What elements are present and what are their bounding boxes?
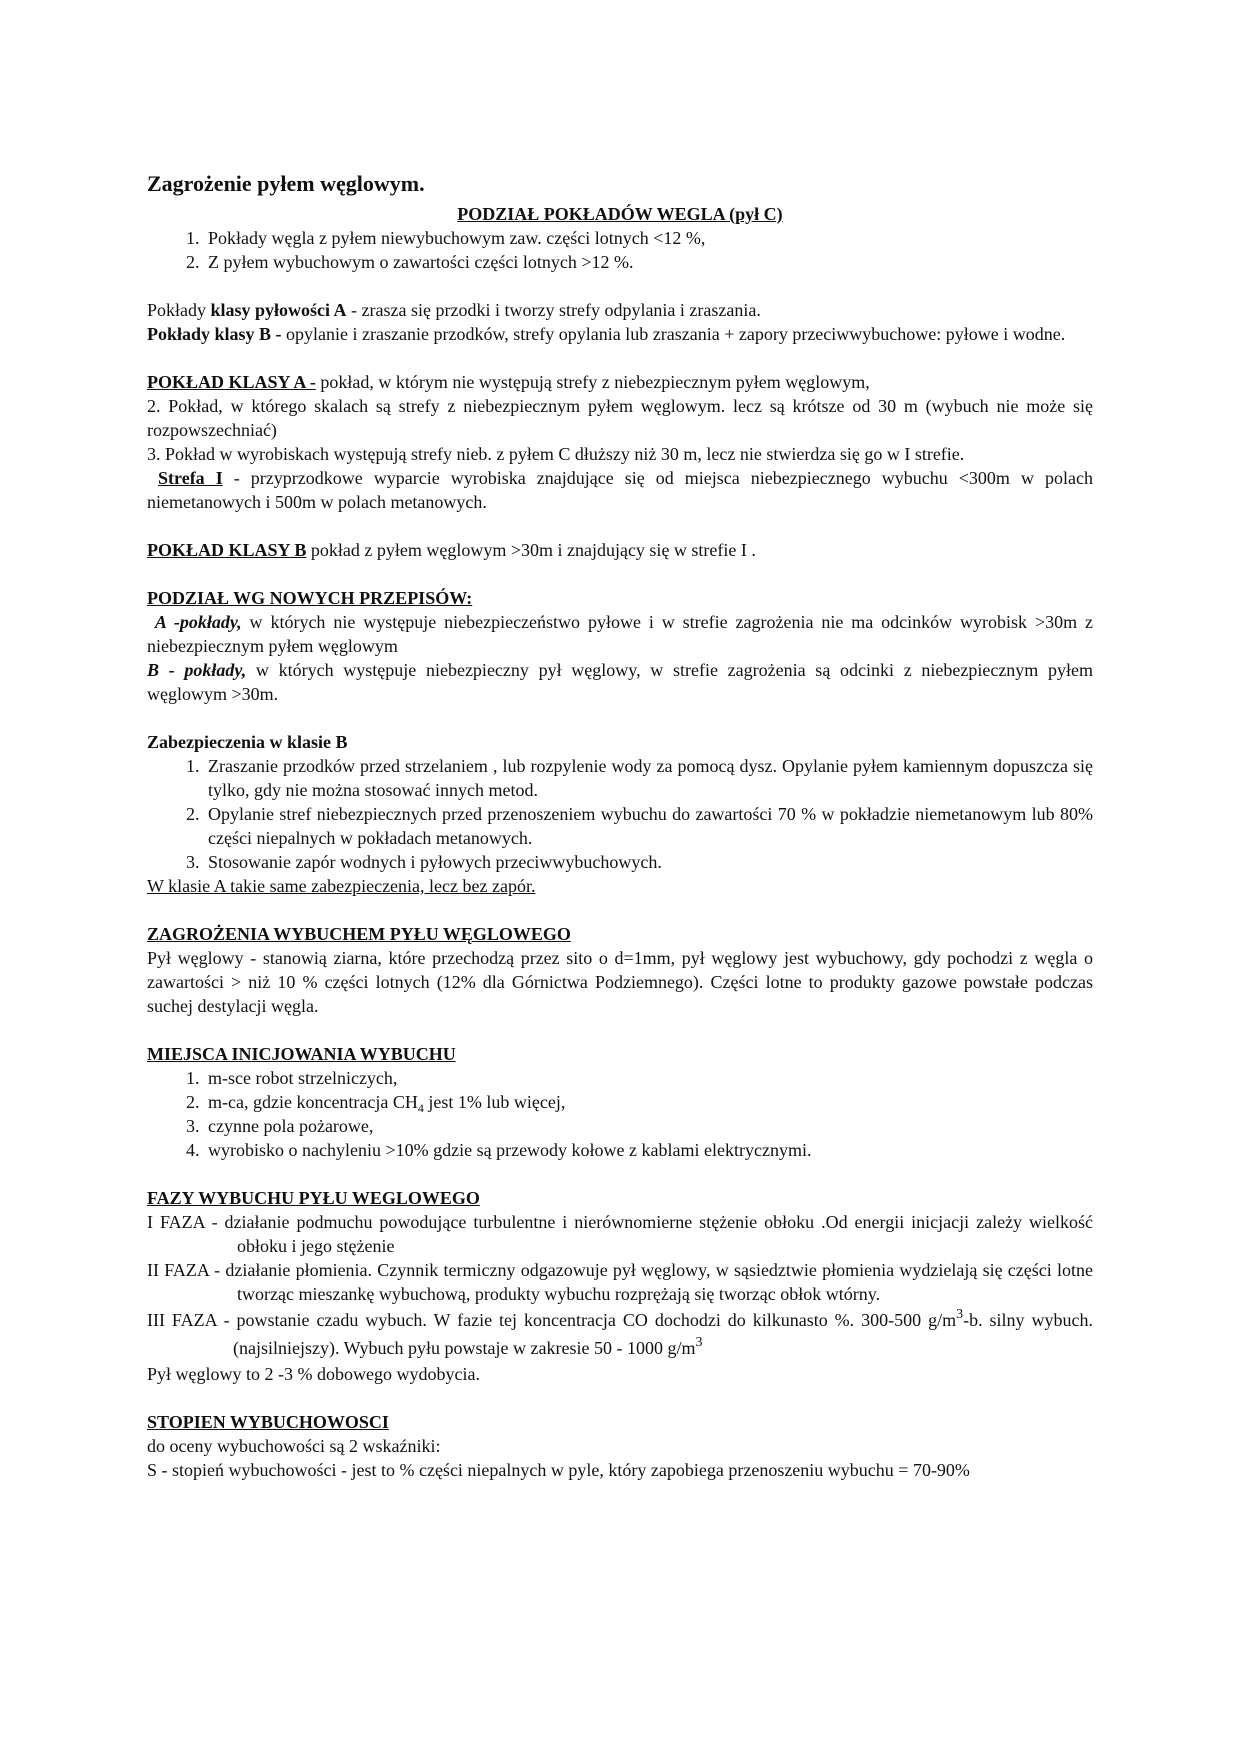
list-podzial	[147, 226, 1093, 274]
section-heading-stopien: STOPIEN WYBUCHOWOSCI	[147, 1412, 389, 1432]
phase-1: I FAZA - działanie podmuchu powodujące turbulentne i nierównomierne stężenie obłoku .Od energii inicjacji zależy wielkość obłoku i jego stężenie	[147, 1212, 1093, 1256]
section-heading-podzial: PODZIAŁ POKŁADÓW WEGLA (pył C)	[457, 204, 783, 224]
section-heading-fazy: FAZY WYBUCHU PYŁU WEGLOWEGO	[147, 1188, 480, 1208]
paragraph-poklad-klasy-b: POKŁAD KLASY B pokład z pyłem węglowym >30m i znajdujący się w strefie I .	[147, 540, 756, 560]
paragraph-stopien: S - stopień wybuchowości - jest to % części niepalnych w pyle, który zapobiega przenoszeniu wybuchu = 70-90%	[147, 1460, 970, 1480]
paragraph-a-poklady: A -pokłady, w których nie występuje niebezpieczeństwo pyłowe i w strefie zagrożenia nie ma odcinków wyrobisk >30m z niebezpiecznym pyłem węglowym	[147, 612, 1093, 656]
page-title: Zagrożenie pyłem węglowym.	[147, 171, 425, 196]
section-heading-zabezpieczenia: Zabezpieczenia w klasie B	[147, 732, 348, 752]
paragraph-klasa-a: Pokłady klasy pyłowości A - zrasza się przodki i tworzy strefy odpylania i zraszania.	[147, 300, 761, 320]
section-heading-nowe-przepisy: PODZIAŁ WG NOWYCH PRZEPISÓW:	[147, 588, 473, 608]
paragraph-dobowe: Pył węglowy to 2 -3 % dobowego wydobycia.	[147, 1364, 480, 1384]
section-heading-miejsca: MIEJSCA INICJOWANIA WYBUCHU	[147, 1044, 456, 1064]
phase-2: II FAZA - działanie płomienia. Czynnik termiczny odgazowuje pył węglowy, w sąsiedztwie płomienia wydzielają się części lotne tworząc mieszankę wybuchową, produkty wybuchu rozprężają się tworząc obłok wtórny.	[147, 1260, 1093, 1304]
list-item: 3. Stosowanie zapór wodnych i pyłowych przeciwwybuchowych.	[204, 850, 1093, 874]
paragraph-b-poklady: B - pokłady, w których występuje niebezpieczny pył węglowy, w strefie zagrożenia są odcinki z niebezpiecznym pyłem węglowym >30m.	[147, 660, 1093, 704]
paragraph-poklad-klasy-a: POKŁAD KLASY A - pokład, w którym nie występują strefy z niebezpiecznym pyłem węglowym,	[147, 372, 870, 392]
phase-3: III FAZA - powstanie czadu wybuch. W fazie tej koncentracja CO dochodzi do kilkunasto %. 300-500 $g/m^3-b$. silny wybuch. (najsilniejszy). Wybuch pyłu powstaje w zakresie 50 - 1000 $g/m^3$	[147, 1307, 1093, 1358]
list-item: 1. Pokłady węgla z pyłem niewybuchowym zaw. części lotnych <12 %,	[204, 226, 1093, 250]
list-item: 1. Zraszanie przodków przed strzelaniem , lub rozpylenie wody za pomocą dysz. Opylanie pyłem kamiennym dopuszcza się tylko, gdy nie można stosować innych metod.	[204, 754, 1093, 802]
note-klasa-a: W klasie A takie same zabezpieczenia, lecz bez zapór.	[147, 876, 536, 896]
list-item: 1. m-sce robot strzelniczych,	[204, 1066, 1093, 1090]
list-item: 3. czynne pola pożarowe,	[204, 1114, 1093, 1138]
section-heading-poklad-a: POKŁAD KLASY A -	[147, 372, 316, 392]
section-heading-poklad-b: POKŁAD KLASY B	[147, 540, 307, 560]
section-heading-zagrozenia: ZAGROŻENIA WYBUCHEM PYŁU WĘGLOWEGO	[147, 924, 571, 944]
list-item: 2. Z pyłem wybuchowym o zawartości części lotnych >12 %.	[204, 250, 1093, 274]
list-item: 4. wyrobisko o nachyleniu >10% gdzie są przewody kołowe z kablami elektrycznymi.	[204, 1138, 1093, 1162]
paragraph-item: 3. Pokład w wyrobiskach występują strefy nieb. z pyłem C dłuższy niż 30 m, lecz nie stwierdza się go w I strefie.	[147, 444, 965, 464]
list-item: 2. m-ca, gdzie koncentracja $CH_4$ jest 1% lub więcej,	[204, 1090, 1093, 1114]
list-miejsca	[147, 1066, 1093, 1162]
paragraph-strefa: Strefa I - przyprzodkowe wyparcie wyrobiska znajdujące się od miejsca niebezpiecznego wybuchu <300m w polach niemetanowych i 500m w polach metanowych.	[147, 468, 1093, 512]
list-item: 2. Opylanie stref niebezpiecznych przed przenoszeniem wybuchu do zawartości 70 % w pokładzie niemetanowym lub 80% części niepalnych w pokładach metanowych.	[204, 802, 1093, 850]
paragraph-wskazniki: do oceny wybuchowości są 2 wskaźniki:	[147, 1436, 441, 1456]
paragraph-klasa-b: Pokłady klasy B - opylanie i zraszanie przodków, strefy opylania lub zraszania + zapory przeciwwybuchowe: pyłowe i wodne.	[147, 324, 1066, 344]
paragraph-pyl-weglowy: Pył węglowy - stanowią ziarna, które przechodzą przez sito o d=1mm, pył węglowy jest wybuchowy, gdy pochodzi z węgla o zawartości > niż 10 % części lotnych (12% dla Górnictwa Podziemnego). Części lotne to produkty gazowe powstałe podczas suchej destylacji węgla.	[147, 948, 1093, 1016]
list-zabezpieczenia	[147, 754, 1093, 874]
document-page	[147, 170, 1093, 1482]
paragraph-item: 2. Pokład, w którego skalach są strefy z niebezpiecznym pyłem węglowym. lecz są krótsze od 30 m (wybuch nie może się rozpowszechniać)	[147, 396, 1093, 440]
